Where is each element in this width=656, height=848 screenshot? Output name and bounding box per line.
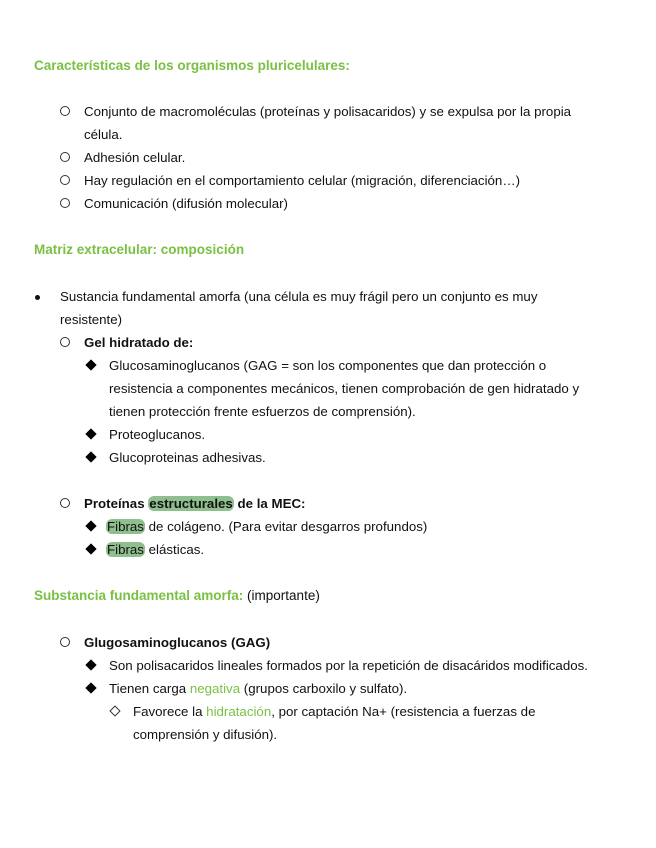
section-heading-substancia [34, 588, 320, 603]
label-text: de la MEC: [233, 496, 306, 511]
green-keyword: negativa [189, 681, 241, 696]
filled-diamond-bullet-icon [85, 543, 96, 554]
hollow-circle-bullet-icon [60, 198, 70, 208]
green-keyword: hidratación [206, 704, 272, 719]
item-text: , por captación Na+ (resistencia a fuerzas de [271, 704, 536, 719]
hollow-circle-bullet-icon [60, 175, 70, 185]
item-text: Tienen carga [109, 681, 190, 696]
highlighted-text: Fibras [107, 542, 144, 557]
list-item-text: Adhesión celular. [84, 150, 186, 165]
list-item-text: célula. [84, 127, 123, 142]
list-item-text: Son polisacaridos lineales formados por la repetición de disacáridos modificados. [109, 658, 588, 673]
list-item-text [109, 681, 407, 697]
list-item-text: Proteoglucanos. [109, 427, 206, 442]
filled-diamond-bullet-icon [85, 520, 96, 531]
list-item-text: Hay regulación en el comportamiento celular (migración, diferenciación…) [84, 173, 521, 188]
filled-dot-bullet-icon [35, 295, 40, 300]
sublist-label [84, 496, 305, 512]
hollow-circle-bullet-icon [60, 637, 70, 647]
item-text: elásticas. [144, 542, 205, 557]
list-item-text [133, 704, 535, 720]
list-item-text: Glucosaminoglucanos (GAG = son los componentes que dan protección o [109, 358, 547, 373]
filled-diamond-bullet-icon [85, 451, 96, 462]
label-text: Proteínas [84, 496, 149, 511]
item-text: (grupos carboxilo y sulfato). [240, 681, 408, 696]
section-heading-matriz: Matriz extracelular: composición [34, 242, 245, 257]
hollow-circle-bullet-icon [60, 498, 70, 508]
heading-text: Substancia fundamental amorfa: [34, 588, 244, 603]
list-item-text: Sustancia fundamental amorfa (una célula es muy frágil pero un conjunto es muy [60, 289, 538, 304]
sublist-label: Gel hidratado de: [84, 335, 194, 350]
heading-suffix: (importante) [243, 588, 320, 603]
filled-diamond-bullet-icon [85, 428, 96, 439]
highlighted-text: Fibras [107, 519, 144, 534]
list-item-text: comprensión y difusión). [133, 727, 278, 742]
list-item-text: resistencia a componentes mecánicos, tienen comprobación de gen hidratado y [109, 381, 580, 396]
filled-diamond-bullet-icon [85, 659, 96, 670]
item-text: de colágeno. (Para evitar desgarros profundos) [144, 519, 428, 534]
list-item-text: Conjunto de macromoléculas (proteínas y polisacaridos) y se expulsa por la propia [84, 104, 572, 119]
list-item-text: resistente) [60, 312, 123, 327]
item-text: Favorece la [133, 704, 207, 719]
hollow-circle-bullet-icon [60, 106, 70, 116]
list-item-text: Comunicación (difusión molecular) [84, 196, 288, 211]
filled-diamond-bullet-icon [85, 682, 96, 693]
hollow-circle-bullet-icon [60, 152, 70, 162]
list-item-text: Glucoproteinas adhesivas. [109, 450, 266, 465]
list-item-text: tienen protección frente esfuerzos de comprensión). [109, 404, 416, 419]
list-item-text [106, 542, 204, 558]
sublist-label: Glugosaminoglucanos (GAG) [84, 635, 271, 650]
filled-diamond-bullet-icon [85, 359, 96, 370]
hollow-diamond-bullet-icon [109, 705, 120, 716]
section-heading-caracteristicas: Características de los organismos pluricelulares: [34, 58, 350, 73]
list-item-text [106, 519, 427, 535]
hollow-circle-bullet-icon [60, 337, 70, 347]
highlighted-text: estructurales [149, 496, 233, 511]
